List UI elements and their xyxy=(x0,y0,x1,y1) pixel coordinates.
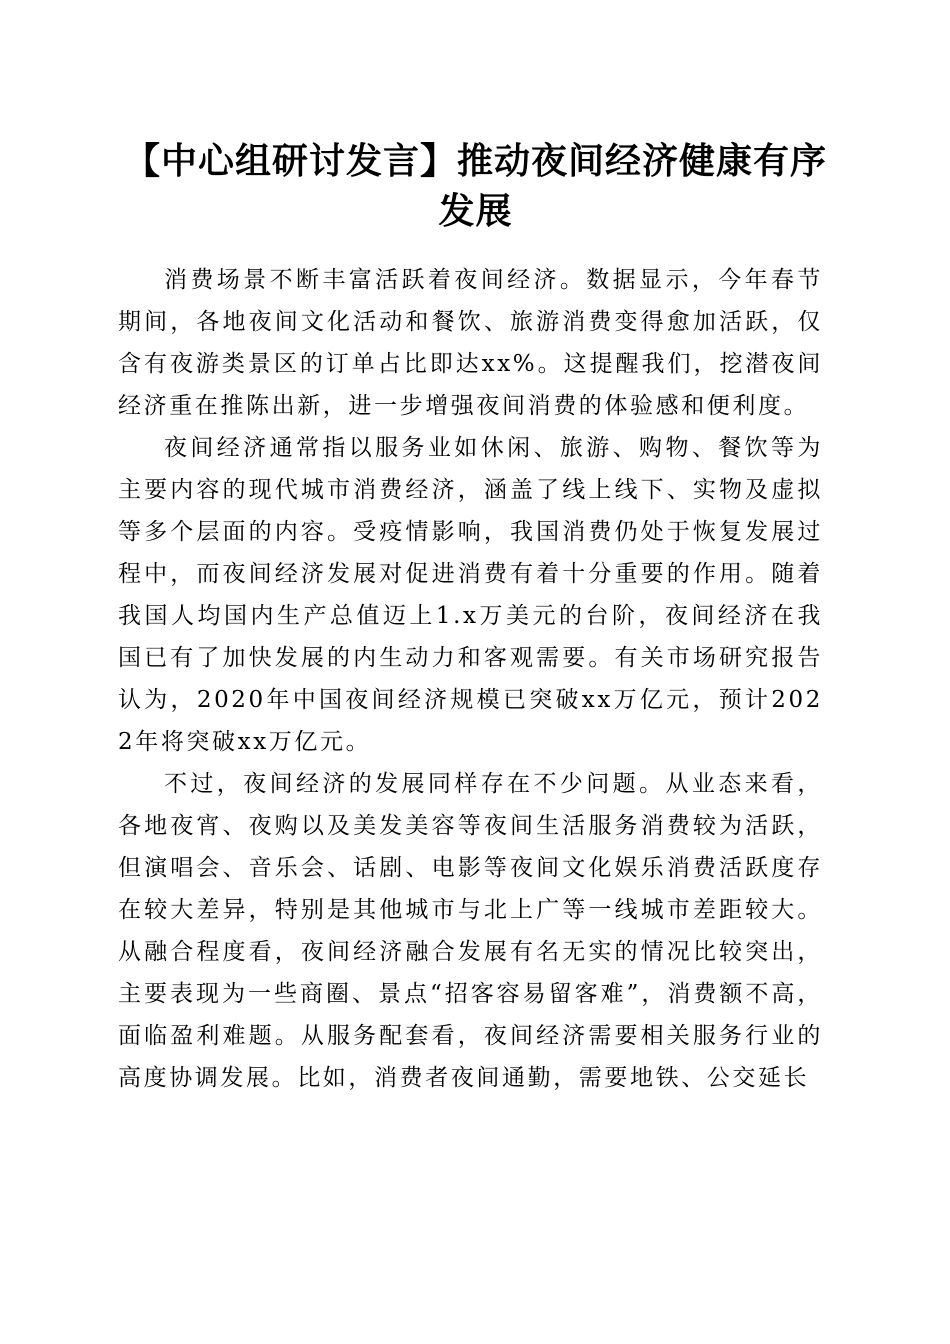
document-title: 【中心组研讨发言】推动夜间经济健康有序发展 xyxy=(123,140,827,232)
document-body xyxy=(118,259,823,1099)
paragraph-1: 消费场景不断丰富活跃着夜间经济。数据显示，今年春节期间，各地夜间文化活动和餐饮、旅游消费变得愈加活跃，仅含有夜游类景区的订单占比即达xx%。这提醒我们，挖潜夜间经济重在推陈出新，进一步增强夜间消费的体验感和便利度。 xyxy=(118,267,823,419)
paragraph-2: 夜间经济通常指以服务业如休闲、旅游、购物、餐饮等为主要内容的现代城市消费经济，涵盖了线上线下、实物及虚拟等多个层面的内容。受疫情影响，我国消费仍处于恢复发展过程中，而夜间经济发展对促进消费有着十分重要的作用。随着我国人均国内生产总值迈上1.x万美元的台阶，夜间经济在我国已有了加快发展的内生动力和客观需要。有关市场研究报告认为，2020年中国夜间经济规模已突破xx万亿元，预计2022年将突破xx万亿元。 xyxy=(118,435,823,755)
paragraph-3: 不过，夜间经济的发展同样存在不少问题。从业态来看，各地夜宵、夜购以及美发美容等夜间生活服务消费较为活跃，但演唱会、音乐会、话剧、电影等夜间文化娱乐消费活跃度存在较大差异，特别是其他城市与北上广等一线城市差距较大。从融合程度看，夜间经济融合发展有名无实的情况比较突出，主要表现为一些商圈、景点“招客容易留客难”，消费额不高，面临盈利难题。从服务配套看，夜间经济需要相关服务行业的高度协调发展。比如，消费者夜间通勤，需要地铁、公交延长 xyxy=(118,771,823,1091)
